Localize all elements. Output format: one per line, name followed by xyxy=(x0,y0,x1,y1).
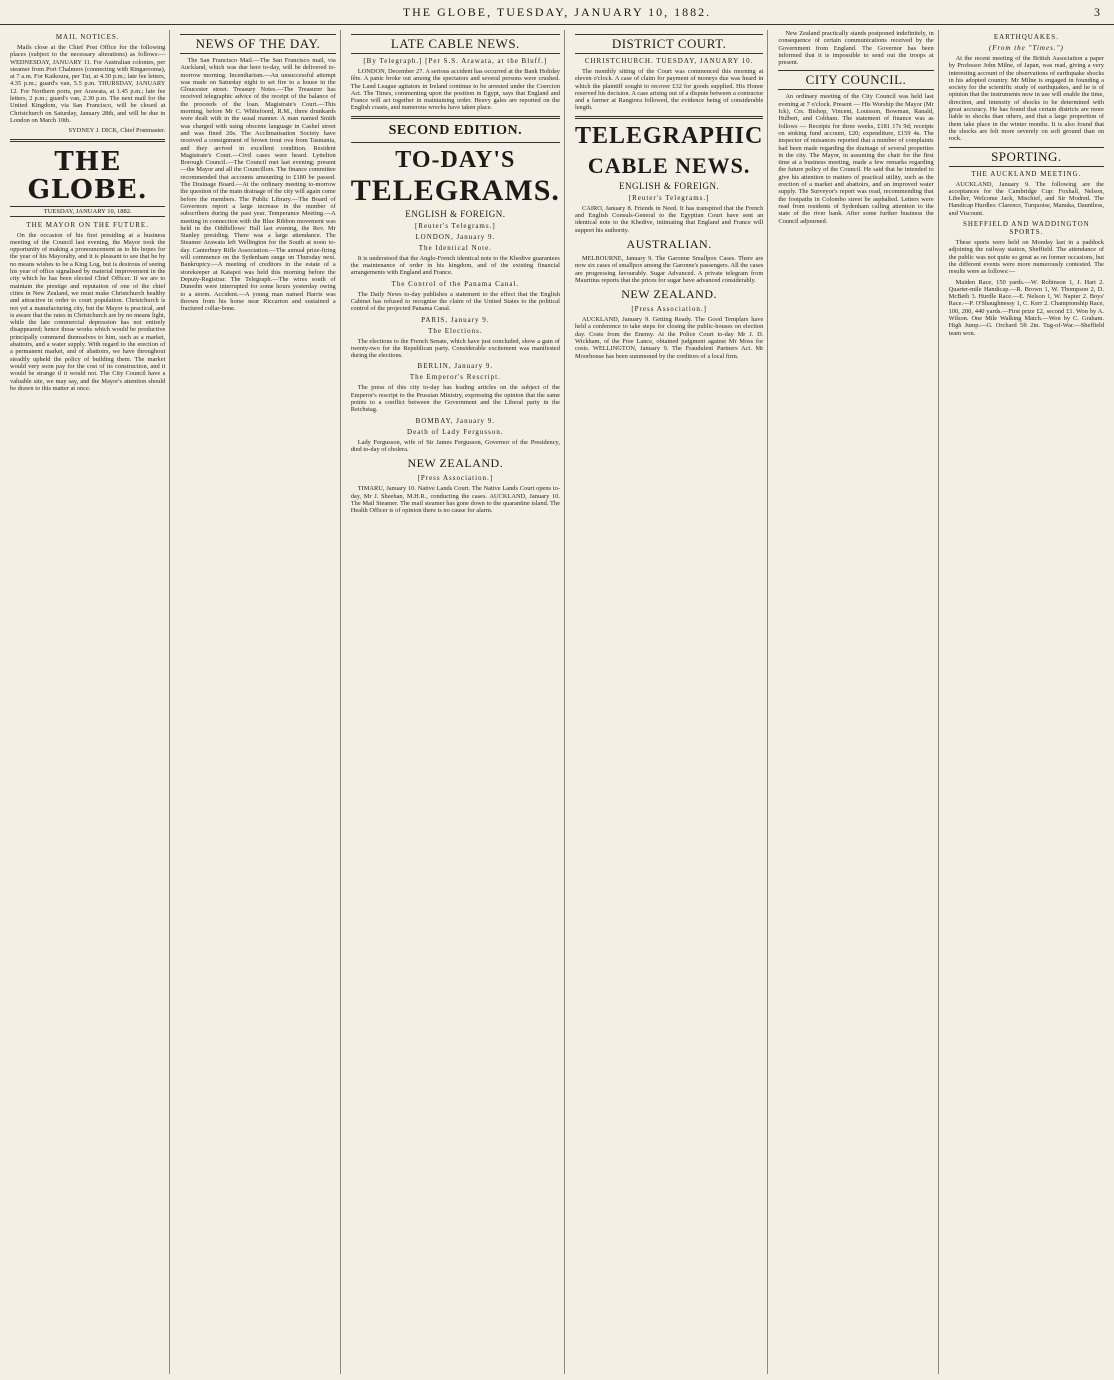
reuters-tag: [Reuter's Telegrams.] xyxy=(628,193,710,202)
reuters-tag: [Reuter's Telegrams.] xyxy=(414,221,496,230)
earthquakes-heading: EARTHQUAKES. xyxy=(993,33,1059,41)
english-foreign-heading: ENGLISH & FOREIGN. xyxy=(405,208,506,219)
page-number: 3 xyxy=(1094,5,1100,19)
news-of-the-day-text: The San Francisco Mail.—The San Francisco mail, via Auckland, which was due here to-day, will be delivered to-morrow morning. Incendiarism.—An unsuccessful attempt was made on Saturday night to set fire to a house in the Gloucester street. Treasury Notes.—The Treasurer has received telegraphic advice of the receipt of the balance of the proceeds of the loan. Magistrate's Court.—This morning, before Mr C. Whitefoord, R.M., three drunkards were dealt with in the usual manner. A man named Smith was charged with using obscene language in Cashel street and was fined 20s. The Acclimatisation Society have received a consignment of brown trout ova from Tasmania, and they arrived in excellent condition. Resident Magistrate's Court.—Civil cases were heard. Lyttelton Borough Council.—The Council met last evening; present—the Mayor and all the Councillors. The finance committee recommended that accounts amounting to £180 be passed. The Drainage Board.—At the ordinary meeting to-morrow the question of the main drainage of the city will again come before the members. The Public Library.—The Board of Governors report a large increase in the number of subscribers during the past year. Temperance Meeting.—A meeting in connection with the Blue Ribbon movement was held in the Oddfellows' Hall last evening, the Rev. Mr Stanley presiding. There was a large attendance. The Steamer Arawata left Wellington for the South at noon to-day. Canterbury Rifle Association.—The annual prize-firing will commence on the Sydenham range on Thursday next. Bankruptcy.—A meeting of creditors in the estate of a storekeeper at Kaiapoi was held this morning before the Deputy-Registrar. The Telegraph.—The wires south of Dunedin were interrupted for some hours yesterday owing to a storm. Accident.—A young man named Harris was thrown from his horse near Riccarton and sustained a fractured collar-bone. xyxy=(180,57,336,313)
nz-text: TIMARU, January 10. Native Lands Court. The Native Lands Court opens to-day, Mr J. Sheehan, M.H.R., conducting the cases. AUCKLAND, January 10. The Mail Steamer. The mail steamer has gone down to the quarantine island. The Health Officer is of opinion there is no cause for alarm. xyxy=(350,485,560,515)
divider xyxy=(575,116,763,119)
column-3 xyxy=(347,30,565,1374)
sheffield-heading: SHEFFIELD AND WADDINGTON SPORTS. xyxy=(962,220,1090,237)
continuation-text: New Zealand practically stands postponed indefinitely, in consequence of certain communications received by the Government from England. The Governor has been informed that it is impossible to send out the troops at present. xyxy=(778,30,934,67)
identical-note-heading: The Identical Note. xyxy=(418,243,492,252)
sporting-heading: SPORTING. xyxy=(949,147,1104,167)
masthead xyxy=(0,0,1114,25)
column-2 xyxy=(176,30,340,1374)
divider xyxy=(351,116,560,119)
berlin-dateline: BERLIN, January 9. xyxy=(417,362,494,371)
bombay-text: Lady Fergusson, wife of Sir James Fergusson, Governor of the Presidency, died to-day of cholera. xyxy=(350,438,560,453)
todays-heading: TO-DAY'S xyxy=(395,146,516,173)
london-dateline: LONDON, January 9. xyxy=(415,232,496,241)
divider xyxy=(10,139,165,142)
news-of-the-day-heading: NEWS OF THE DAY. xyxy=(180,34,335,54)
berlin-heading: The Emperor's Rescript. xyxy=(409,373,501,382)
masthead-title: THE GLOBE, TUESDAY, JANUARY 10, 1882. xyxy=(402,5,712,19)
column-1 xyxy=(6,30,170,1374)
leader-heading: THE MAYOR ON THE FUTURE. xyxy=(26,220,149,229)
bombay-heading: Death of Lady Fergusson. xyxy=(407,427,504,436)
district-court-sub: CHRISTCHURCH. TUESDAY, JANUARY 10. xyxy=(584,57,754,65)
paris-dateline: PARIS, January 9. xyxy=(421,315,490,324)
identical-note-text: It is understood that the Anglo-French identical note to the Khedive guarantees the maintenance of order in his kingdom, and of the existing financial arrangements with England and France. xyxy=(350,254,560,277)
nz-sub: [Press Association.] xyxy=(417,474,494,483)
berlin-text: The press of this city to-day has leading articles on the subject of the Emperor's rescript to the Prussian Ministry, expressing the opinion that the same points to a conflict between the Government and the Liberal party in the Reichstag. xyxy=(350,384,560,414)
paris-heading: The Elections. xyxy=(428,326,483,335)
cairo-text: CAIRO, January 8. Friends in Need. It has transpired that the French and English Consuls-General to the Egyptian Court have sent an identical note to the Khedive, intimating that England and France will support his authority. xyxy=(574,204,764,234)
district-court-text: The monthly sitting of the Court was commenced this morning at eleven o'clock. A case of claim for payment of moneys due was heard in which the plaintiff sought to recover £32 for goods supplied. His Honor reserved his decision. A case arising out of a dispute between a contractor and a farmer at Rangiora followed, the evidence being of considerable length. xyxy=(574,68,764,112)
city-council-heading: CITY COUNCIL. xyxy=(778,70,933,90)
late-cable-sub: [By Telegraph.] [Per S.S. Arawata, at the Bluff.] xyxy=(363,57,548,65)
column-6 xyxy=(945,30,1108,1374)
nz-heading: NEW ZEALAND. xyxy=(407,456,504,471)
nz-text: AUCKLAND, January 9. Getting Ready. The Good Templars have held a conference to take steps for closing the public-houses on election day. Costs from the Enemy. At the Police Court to-day Mr J. D. Wickham, of the Free Lance, obtained judgment against Mr Moss for costs. WELLINGTON, January 9. The Fraudulent Partners Act. Mr Moorhouse has been summoned by the creditors of a local firm. xyxy=(574,316,764,360)
bombay-dateline: BOMBAY, January 9. xyxy=(415,416,496,425)
postmaster-signature: SYDNEY J. DICK, Chief Postmaster. xyxy=(68,127,166,135)
columns xyxy=(6,30,1108,1374)
telegrams-heading: TELEGRAMS. xyxy=(350,173,560,207)
auckland-meeting-text: AUCKLAND, January 9. The following are the acceptances for the Cambridge Cup: Foxhall, Nelson, Libeller, Welcome Jack, Mischief, and Sir Modred. The Handicap Hurdles: Clarence, Turquoise, Manuka, Dauntless, and Viscount. xyxy=(948,180,1105,217)
earthquakes-sub: (From the "Times.") xyxy=(988,44,1064,52)
cable-news-heading: CABLE NEWS. xyxy=(587,152,751,178)
second-edition-heading: SECOND EDITION. xyxy=(388,122,523,138)
nz-sub: [Press Association.] xyxy=(631,305,707,314)
mail-notices-text: Mails close at the Chief Post Office for the following places (subject to the necessary alterations) as follows:— WEDNESDAY, JANUARY 11. For Australian colonies, per steamer from Port Chalmers (connecting with Ringarooma), at 7 a.m. For Kaikoura, per Tui, at 4.30 p.m.; late fee letters, 4.35 p.m.; guard's van, 5.5 p.m. THURSDAY, JANUARY 12. For Northern ports, per Arawata, at 1.45 p.m.; late fee letters, 2 p.m.; guard's van, 2.30 p.m. The next mail for the United Kingdom, via San Francisco, will be closed at Christchurch on Saturday, January 28th, and will be due in London on March 10th. xyxy=(10,44,166,124)
mail-notices-heading: MAIL NOTICES. xyxy=(55,33,120,41)
leader-text: On the occasion of his first presiding at a business meeting of the Council last evening, the Mayor took the opportunity of making a pronouncement as to his hopes for the year of his Mayoralty, and it is pleasant to see that he by no means wishes to be a King Log, but is desirous of seeing his year of office signalised by material improvement in the city which he has been elected Chief Officer. If we are to maintain the prestige and reputation of one of the chief cities in New Zealand, we must make Christchurch healthy and attractive in order to court population. Christchurch is not yet a manufacturing city, but the Mayor is practical, and is aware that the rates in Christchurch are by no means light, while the late commercial depression has not entirely disappeared; hence those works which would be productive principally commend themselves to him, such as a market, abattoirs, and a water supply. With regard to the erection of a permanent market, and of abattoirs, we have throughout steadily upheld the policy of building them. The market would very soon pay for the cost of its construction, and it would be strange if it would not. The City Council have a valuable site, we may say, and the Mayor's attention should be drawn to this matter at once. xyxy=(10,231,166,392)
panama-heading: The Control of the Panama Canal. xyxy=(391,279,520,288)
english-foreign-heading: ENGLISH & FOREIGN. xyxy=(619,180,720,191)
late-cable-heading: LATE CABLE NEWS. xyxy=(351,34,560,54)
earthquakes-text: At the recent meeting of the British Association a paper by Professor John Milne, of Japan, was read, giving a very interesting account of the observations of earthquake shocks in his adopted country. Mr Milne is engaged in founding a society for the scientific study of earthquakes, and he is of opinion that the instruments now in use will enable the time, direction, and intensity of shocks to be determined with great accuracy. He has found that certain districts are more liable to shocks than others, and that a large proportion of them take place in the winter months. It is also found that the shocks are felt more severely on soft ground than on rock. xyxy=(948,55,1105,143)
city-council-text: An ordinary meeting of the City Council was held last evening at 7 o'clock. Present — His Worship the Mayor (Mr Ick), Crs. Bishop, Vincent, Louisson, Bowman, Ranald, Hulbert, and Cobham. The statement of finance was as follows — Receipts for three weeks, £181 17s 9d; receipts on sinking fund account, £20; expenditure, £159 4s. The inspector of nuisances reported that a number of complaints had been made regarding the drainage of several properties in the city. The Mayor, in assuming the chair for the first time at a business meeting, made a few remarks regarding the future policy of the Council. He said that he intended to give his attention to matters of practical utility, such as the erection of a market and abattoirs, and an improved water supply. The Surveyor's report was read, recommending that the footpaths in Colombo street be asphalted. Letters were read from residents of Sydenham calling attention to the state of the river bank. After some further business the Council adjourned. xyxy=(778,93,934,225)
paper-title: THE GLOBE. xyxy=(27,146,148,205)
auckland-meeting-heading: THE AUCKLAND MEETING. xyxy=(971,169,1082,178)
column-4 xyxy=(571,30,768,1374)
sheffield-text: These sports were held on Monday last in a paddock adjoining the railway station, Sheffield. The attendance of the public was not quite so great as on former occasions, but the different events were more numerously contested. The results were as follows:— xyxy=(948,239,1105,276)
district-court-heading: DISTRICT COURT. xyxy=(575,34,763,54)
nz-heading: NEW ZEALAND. xyxy=(621,287,717,302)
sheffield-results: Maiden Race, 150 yards.—W. Robinson 1, J. Hart 2. Quarter-mile Handicap.—R. Brown 1, W. Thompson 2, D. McBeth 3. Hurdle Race.—E. Nelson 1, W. Napier 2. Boys' Race.—P. O'Shaughnessy 1, C. Kerr 2. Championship Race, 100, 200, 440 yards.—First prize £2, second £1. Won by A. Wilson. One Mile Walking Match.—Won by C. Graham. High Jump.—G. Orchard 5ft 2in. Tug-of-War.—Sheffield team won. xyxy=(948,278,1105,337)
panama-text: The Daily News to-day publishes a statement to the effect that the English Cabinet has refused to recognise the claim of the United States to the political control of the projected Panama Canal. xyxy=(350,290,560,313)
issue-date: TUESDAY, JANUARY 10, 1882. xyxy=(10,206,165,217)
late-cable-text: LONDON, December 27. A serious accident has occurred at the Bank Holiday fête. A panic broke out among the spectators and several persons were crushed. The Land League agitators in Ireland continue to be arrested under the Coercion Act. The Times, commenting upon the position in Egypt, says that England and France will act together in maintaining order. Heavy gales are reported on the English coasts, and numerous wrecks have taken place. xyxy=(350,68,560,112)
australian-heading: AUSTRALIAN. xyxy=(626,236,712,251)
paris-text: The elections to the French Senate, which have just concluded, show a gain of twenty-two for the Republican party. Considerable excitement was manifested during the elections. xyxy=(350,337,560,360)
telegraphic-heading: TELEGRAPHIC xyxy=(574,122,764,149)
column-5 xyxy=(774,30,938,1374)
australian-text: MELBOURNE, January 9. The Garonne Smallpox Cases. There are now six cases of smallpox among the Garonne's passengers. All the cases are progressing favourably. Sugar Advanced. A private telegram from Mauritius reports that the prices for sugar have advanced considerably. xyxy=(574,254,764,284)
divider xyxy=(351,142,560,143)
